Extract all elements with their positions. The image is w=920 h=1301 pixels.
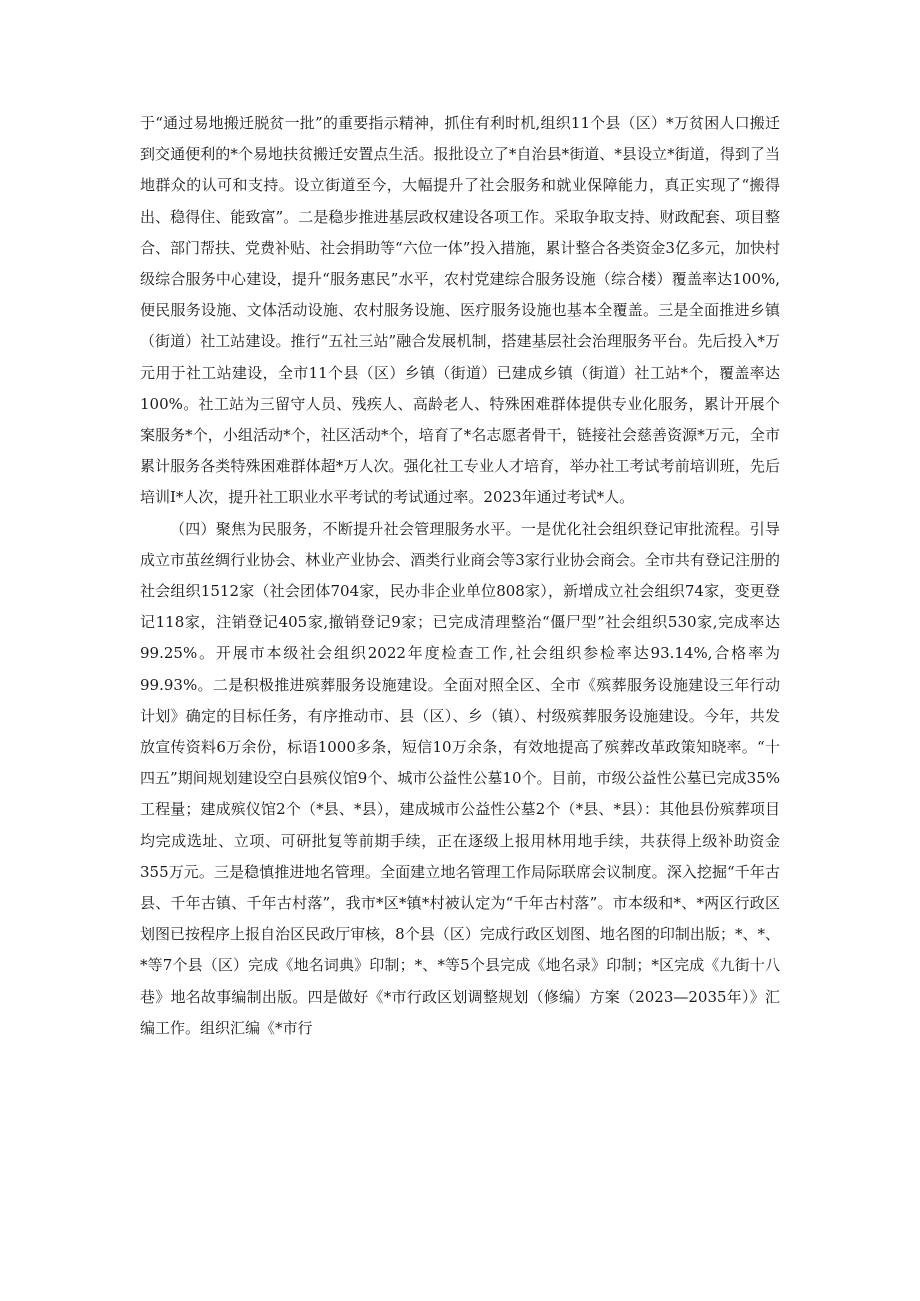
body-paragraph-section-four: （四）聚焦为民服务，不断提升社会管理服务水平。一是优化社会组织登记审批流程。引导成立市茧丝绸行业协会、林业产业协会、酒类行业商会等3家行业协会商会。全市共有登记注册的社会组织1512家（社会团体704家，民办非企业单位808家），新增成立社会组织74家，变更登记118家，注销登记405家,撤销登记9家；已完成清理整治“僵尸型”社会组织530家,完成率达99.25%。开展市本级社会组织2022年度检查工作,社会组织参检率达93.14%,合格率为99.93%。二是积极推进殡葬服务设施建设。全面对照全区、全市《殡葬服务设施建设三年行动计划》确定的目标任务，有序推动市、县（区）、乡（镇）、村级殡葬服务设施建设。今年，共发放宣传资料6万余份，标语1000多条，短信10万余条，有效地提高了殡葬改革政策知晓率。“十四五”期间规划建设空白县殡仪馆9个、城市公益性公墓10个。目前，市级公益性公墓已完成35%工程量；建成殡仪馆2个（*县、*县），建成城市公益性公墓2个（*县、*县）：其他县份殡葬项目均完成选址、立项、可研批复等前期手续，正在逐级上报用林用地手续，共获得上级补助资金355万元。三是稳慎推进地名管理。全面建立地名管理工作局际联席会议制度。深入挖掘“千年古县、千年古镇、千年古村落”，我市*区*镇*村被认定为“千年古村落”。市本级和*、*两区行政区划图已按程序上报自治区民政厅审核，8个县（区）完成行政区划图、地名图的印制出版；*、*、*等7个县（区）完成《地名词典》印制；*、*等5个县完成《地名录》印制；*区完成《九街十八巷》地名故事编制出版。四是做好《*市行政区划调整规划（修编）方案（2023—2035年）》汇编工作。组织汇编《*市行 bbox=[140, 519, 780, 1037]
body-paragraph-continued: 于“通过易地搬迁脱贫一批”的重要指示精神，抓住有利时机,组织11个县（区）*万贫困人口搬迁到交通便利的*个易地扶贫搬迁安置点生活。报批设立了*自治县*街道、*县设立*街道，得到了当地群众的认可和支持。设立街道至今，大幅提升了社会服务和就业保障能力，真正实现了“搬得出、稳得住、能致富”。二是稳步推进基层政权建设各项工作。采取争取支持、财政配套、项目整合、部门帮扶、党费补贴、社会捐助等“六位一体”投入措施，累计整合各类资金3亿多元，加快村级综合服务中心建设，提升“服务惠民”水平，农村党建综合服务设施（综合楼）覆盖率达100%,便民服务设施、文体活动设施、农村服务设施、医疗服务设施也基本全覆盖。三是全面推进乡镇（街道）社工站建设。推行“五社三站”融合发展机制，搭建基层社会治理服务平台。先后投入*万元用于社工站建设，全市11个县（区）乡镇（街道）已建成乡镇（街道）社工站*个，覆盖率达100%。社工站为三留守人员、残疾人、高龄老人、特殊困难群体提供专业化服务，累计开展个案服务*个，小组活动*个，社区活动*个，培育了*名志愿者骨干，链接社会慈善资源*万元，全市累计服务各类特殊困难群体超*万人次。强化社工专业人才培育，举办社工考试考前培训班，先后培训I*人次，提升社工职业水平考试的考试通过率。2023年通过考试*人。 bbox=[140, 114, 780, 507]
